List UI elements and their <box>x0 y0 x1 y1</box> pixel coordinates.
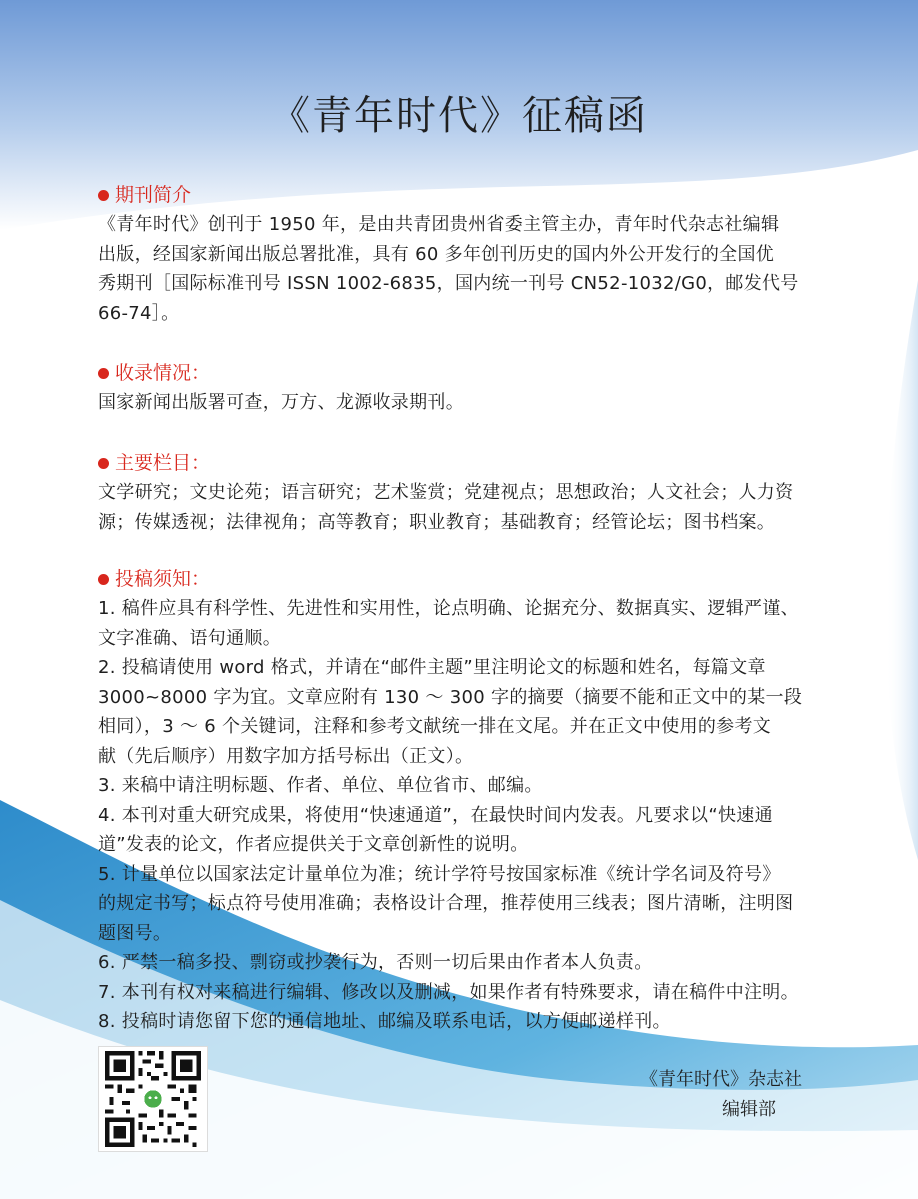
section-heading <box>98 564 828 594</box>
section-columns <box>98 448 828 537</box>
red-dot-icon <box>98 190 109 201</box>
section-indexing <box>98 358 828 418</box>
paragraph-line: 文学研究；文史论苑；语言研究；艺术鉴赏；党建视点；思想政治；人文社会；人力资 <box>98 482 794 503</box>
paragraph-line: 66-74］。 <box>98 302 180 324</box>
section-heading-label: 主要栏目： <box>115 452 211 474</box>
paragraph-line: 8. 投稿时请您留下您的通信地址、邮编及联系电话，以方便邮递样刊。 <box>98 1011 671 1032</box>
paragraph-line: 源；传媒透视；法律视角；高等教育；职业教育；基础教育；经管论坛；图书档案。 <box>98 511 776 533</box>
section-heading <box>98 358 828 388</box>
red-dot-icon <box>98 458 109 469</box>
section-heading-label: 收录情况： <box>115 362 211 384</box>
section-journal-intro <box>98 180 828 328</box>
section-heading <box>98 180 828 210</box>
paragraph-line: 1. 稿件应具有科学性、先进性和实用性，论点明确、论据充分、数据真实、逻辑严谨、 <box>98 598 799 619</box>
paragraph-line: 的规定书写；标点符号使用准确；表格设计合理，推荐使用三线表；图片清晰，注明图 <box>98 893 794 914</box>
section-heading-label: 投稿须知： <box>115 568 211 590</box>
page-title: 《青年时代》征稿函 <box>270 93 648 139</box>
paragraph-line: 6. 严禁一稿多投、剽窃或抄袭行为，否则一切后果由作者本人负责。 <box>98 952 653 973</box>
section-body <box>98 478 828 537</box>
section-heading <box>98 448 828 478</box>
signature <box>610 1065 850 1125</box>
signature-department: 编辑部 <box>722 1099 776 1120</box>
signature-publisher: 《青年时代》杂志社 <box>640 1069 802 1090</box>
paragraph-line: 3000~8000 字为宜。文章应附有 130 ～ 300 字的摘要（摘要不能和正文中的某一段 <box>98 686 803 708</box>
paragraph-line: 5. 计量单位以国家法定计量单位为准；统计学符号按国家标准《统计学名词及符号》 <box>98 863 781 885</box>
section-body <box>98 594 828 1037</box>
paragraph-line: 7. 本刊有权对来稿进行编辑、修改以及删减，如果作者有特殊要求，请在稿件中注明。 <box>98 981 799 1003</box>
paragraph-line: 《青年时代》创刊于 1950 年，是由共青团贵州省委主管主办，青年时代杂志社编辑 <box>98 214 780 235</box>
section-submission-guidelines <box>98 564 828 1037</box>
paragraph-line: 相同），3 ～ 6 个关键词，注释和参考文献统一排在文尾。并在正文中使用的参考文 <box>98 716 772 737</box>
paragraph-line: 4. 本刊对重大研究成果，将使用“快速通道”，在最快时间内发表。凡要求以“快速通 <box>98 804 773 826</box>
section-body <box>98 210 828 328</box>
paragraph-line: 国家新闻出版署可查，万方、龙源收录期刊。 <box>98 392 464 413</box>
paragraph-line: 秀期刊［国际标准刊号 ISSN 1002-6835，国内统一刊号 CN52-1032/G0，邮发代号 <box>98 273 799 294</box>
section-heading-label: 期刊简介 <box>115 184 192 206</box>
paragraph-line: 文字准确、语句通顺。 <box>98 627 281 649</box>
paragraph-line: 献（先后顺序）用数字加方括号标出（正文）。 <box>98 745 474 767</box>
red-dot-icon <box>98 368 109 379</box>
paragraph-line: 道”发表的论文，作者应提供关于文章创新性的说明。 <box>98 834 529 855</box>
red-dot-icon <box>98 574 109 585</box>
paragraph-line: 题图号。 <box>98 922 172 944</box>
qr-code-icon <box>98 1046 208 1152</box>
paragraph-line: 2. 投稿请使用 word 格式，并请在“邮件主题”里注明论文的标题和姓名，每篇文章 <box>98 657 766 678</box>
paragraph-line: 出版，经国家新闻出版总署批准，具有 60 多年创刊历史的国内外公开发行的全国优 <box>98 243 775 265</box>
section-body <box>98 388 828 418</box>
paragraph-line: 3. 来稿中请注明标题、作者、单位、单位省市、邮编。 <box>98 775 543 796</box>
